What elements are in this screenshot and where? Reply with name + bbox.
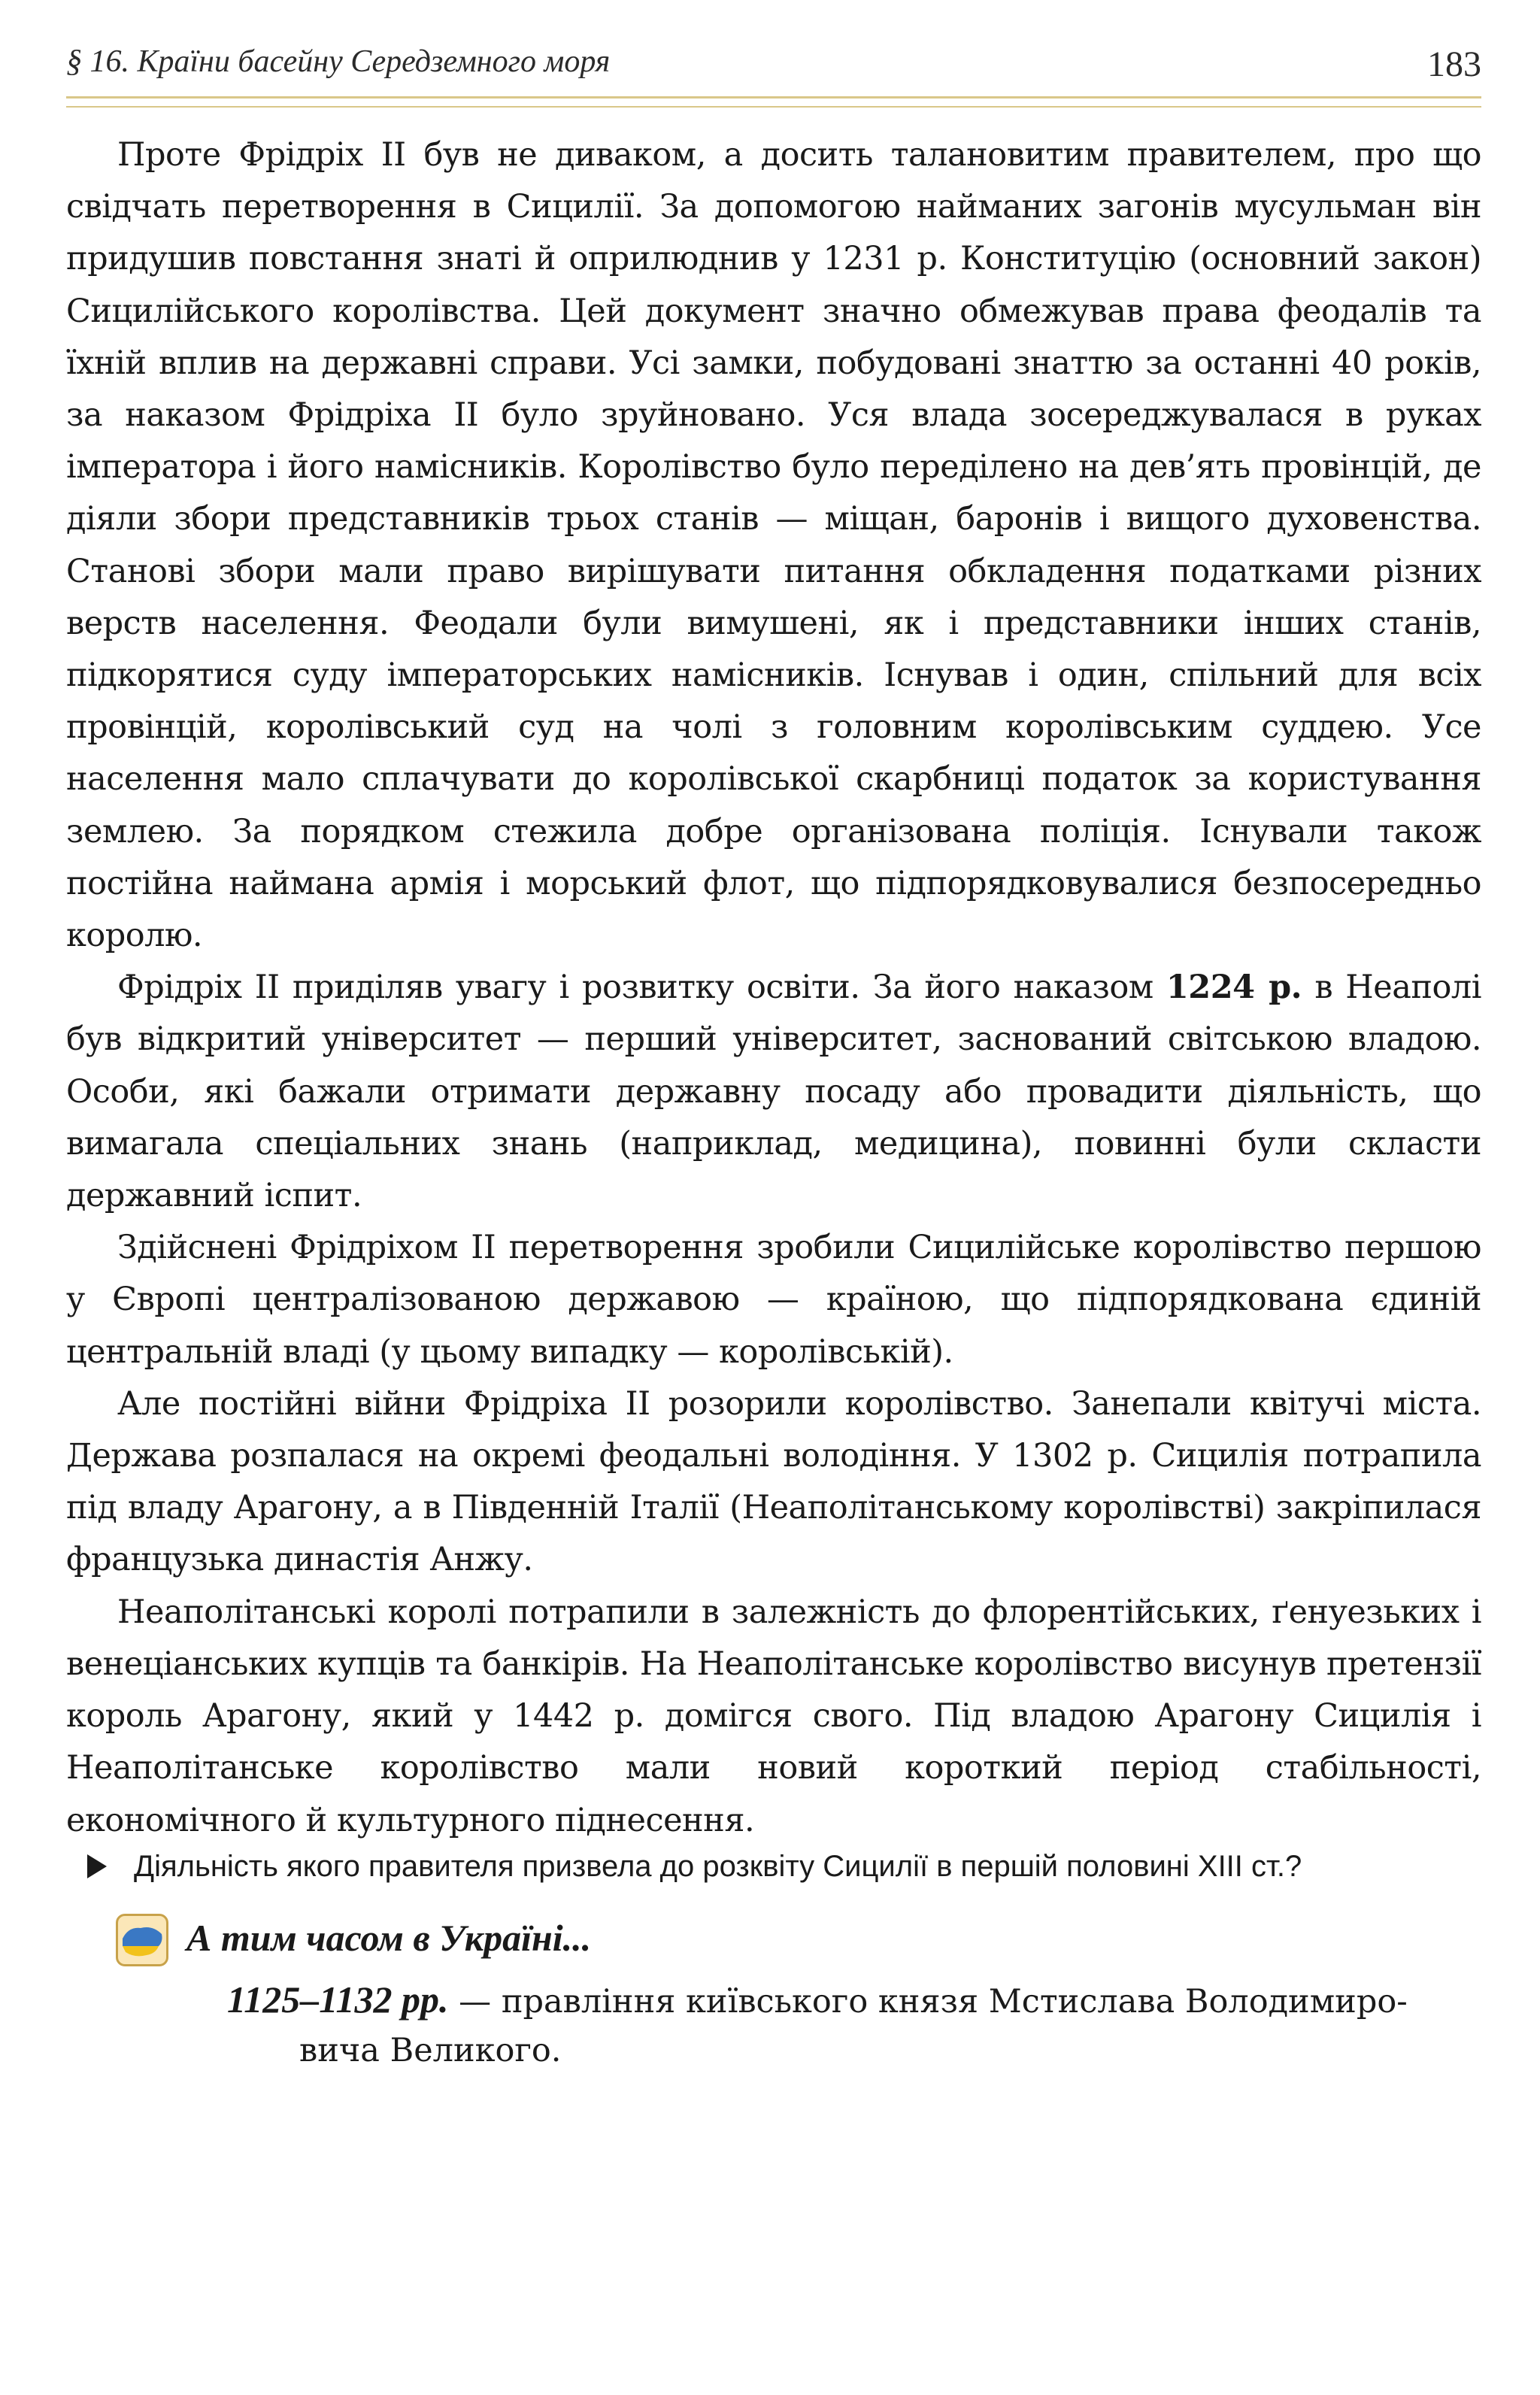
education-year: 1224 р. xyxy=(1166,969,1302,1007)
section-title: § 16. Країни басейну Середземного моря xyxy=(66,44,611,79)
triangle-bullet-icon xyxy=(87,1854,107,1878)
main-text xyxy=(66,129,1481,1847)
page-number: 183 xyxy=(1427,44,1481,84)
paragraph-naples: Неаполітанські королі потрапили в залежність до флорентійських, ґенуезьких і венеціанських купців та банкірів. На Неаполітанське королівство висунув претензії король Арагону, який у 1442 р. домігся свого. Під владою Арагону Сицилія і Неаполітанське королівство мали новий короткий період стабільності, економічного й культурного піднесення. xyxy=(66,1593,1481,1839)
header-divider xyxy=(66,96,1481,108)
education-text-start: Фрідріх II приділяв увагу і розвитку освіти. За його наказом xyxy=(117,969,1166,1007)
ukraine-box-title: А тим часом в Україні... xyxy=(186,1917,592,1959)
event-description-continued: вича Великого. xyxy=(299,2032,562,2069)
event-description: — правління київського князя Мстислава Володимиро- xyxy=(448,1983,1408,2021)
education-text-end: в Неаполі був відкритий університет — перший університет, заснований світською владою. Особи, які бажали отримати державну посаду або провадити діяльність, що вимагала спеціальних знань (наприклад, медицина), повинні були скласти державний іспит. xyxy=(66,969,1481,1215)
event-date: 1125–1132 рр. xyxy=(227,1978,449,2021)
review-question xyxy=(134,1844,1487,1889)
paragraph-education xyxy=(66,962,1481,1222)
paragraph-reforms: Проте Фрідріх II був не диваком, а досить талановитим правителем, про що свідчать перетворення в Сицилії. За допомогою найманих загонів мусульман він придушив повстання знаті й оприлюднив у 1231 р. Конституцію (основний закон) Сицилійського королівства. Цей документ значно обмежував права феодалів та їхній вплив на державні справи. Усі замки, побудовані знаттю за останні 40 років, за наказом Фрідріха II було зруйновано. Уся влада зосереджувалася в руках імператора і його намісників. Королівство було переділено на дев’ять провінцій, де діяли збори представників трьох станів — міщан, баронів і вищого духовенства. Станові збори мали право вирішувати питання обкладення податками різних верств населення. Феодали були вимушені, як і представники інших станів, підкорятися суду імператорських намісників. Існував і один, спільний для всіх провінцій, королівський суд на чолі з головним королівським суддею. Усе населення мало сплачувати до королівської скарбниці податок за користування землею. За порядком стежила добре організована поліція. Існували також постійна наймана армія і морський флот, що підпорядковувалися безпосередньо королю. xyxy=(66,136,1481,955)
page-header xyxy=(66,44,1481,89)
question-text: Діяльність якого правителя призвела до розквіту Сицилії в першій половині XIII ст.? xyxy=(134,1850,1302,1883)
ukraine-event xyxy=(227,1974,1490,2027)
ukraine-map-icon xyxy=(116,1914,168,1966)
paragraph-decline: Але постійні війни Фрідріха II розорили королівство. Занепали квітучі міста. Держава розпалася на окремі феодальні володіння. У 1302 р. Сицилія потрапила під владу Арагону, а в Південній Італії (Неаполітанському королівстві) закріпилася французька династія Анжу. xyxy=(66,1384,1481,1579)
paragraph-centralization: Здійснені Фрідріхом II перетворення зробили Сицилійське королівство першою у Європі централізованою державою — країною, що підпорядкована єдиній центральній владі (у цьому випадку — королівській). xyxy=(66,1229,1481,1371)
